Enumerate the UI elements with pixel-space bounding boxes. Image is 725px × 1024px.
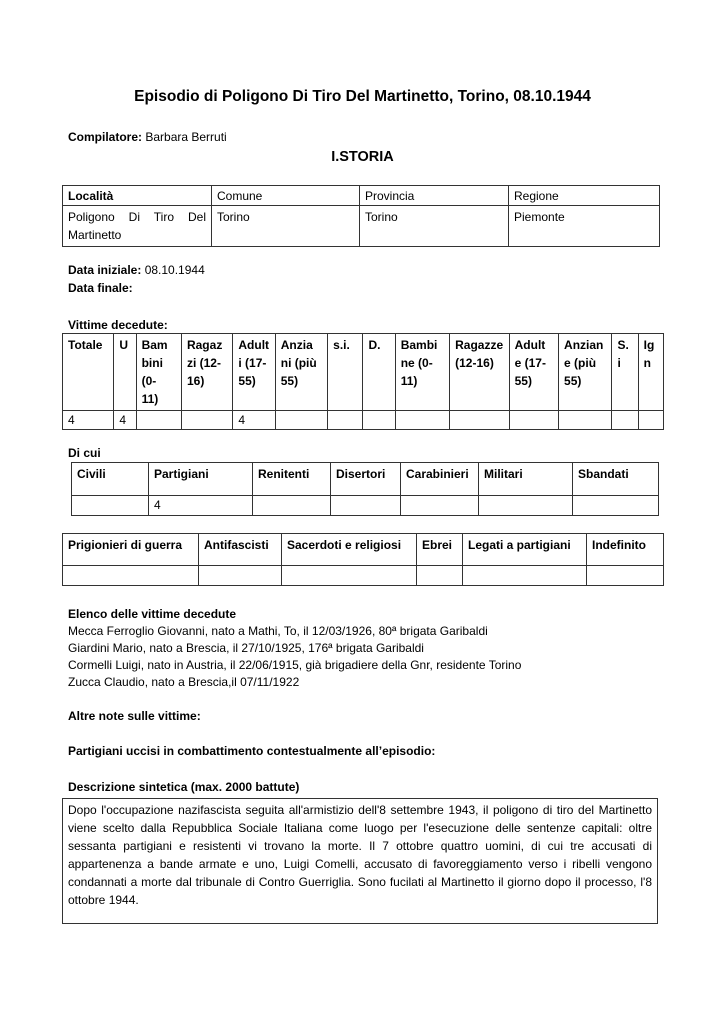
altre-note-label: Altre note sulle vittime: [68,709,201,723]
cell-regione: Piemonte [509,206,660,247]
victims-value-si [328,411,363,430]
victims-header-u: U [114,334,136,411]
di-cui-header-sbandati: Sbandati [573,463,659,496]
header-localita: Località [63,186,212,206]
data-iniziale-value: 08.10.1944 [141,263,205,277]
victims-value-ragazze [450,411,509,430]
di-cui-value-sbandati [573,496,659,516]
victims-header-totale: Totale [63,334,114,411]
victim-entry: Cormelli Luigi, nato in Austria, il 22/06/1915, già brigadiere della Gnr, residente Torino [68,658,522,672]
section-heading: I.STORIA [331,149,394,165]
di-cui-header-civili: Civili [72,463,149,496]
others-value-sacerdoti [282,566,417,586]
victims-header-ragazzi: Ragaz zi (12- 16) [181,334,232,411]
compilatore [68,130,227,144]
others-value-indefinito [587,566,664,586]
victim-entry: Mecca Ferroglio Giovanni, nato a Mathi, To, il 12/03/1926, 80ª brigata Garibaldi [68,624,488,638]
di-cui-value-civili [72,496,149,516]
data-iniziale-label: Data iniziale: [68,263,142,277]
victims-header-bambini: Bam bini (0- 11) [136,334,181,411]
others-value-antifascisti [199,566,282,586]
victim-entry: Zucca Claudio, nato a Brescia,il 07/11/1922 [68,675,300,689]
di-cui-header-renitenti: Renitenti [253,463,331,496]
di-cui-value-disertori [331,496,401,516]
victims-header-adulti: Adult i (17- 55) [233,334,275,411]
victim-entry: Giardini Mario, nato a Brescia, il 27/10/1925, 176ª brigata Garibaldi [68,641,424,655]
others-header-ebrei: Ebrei [417,534,463,566]
localita-line-2: Martinetto [68,228,122,242]
victims-header-si: s.i. [328,334,363,411]
victims-value-adulti: 4 [233,411,275,430]
victims-value-totale: 4 [63,411,114,430]
victims-value-bambine [395,411,449,430]
header-regione: Regione [509,186,660,206]
vittime-label: Vittime decedute: [68,318,168,332]
partigiani-uccisi-label: Partigiani uccisi in combattimento contestualmente all’episodio: [68,744,436,758]
localita-line-1: Poligono Di Tiro Del [68,210,206,224]
di-cui-table [71,462,659,516]
others-header-legati: Legati a partigiani [463,534,587,566]
victims-value-anziane [559,411,612,430]
victims-value-u: 4 [114,411,136,430]
victims-value-ragazzi [181,411,232,430]
victims-table [62,333,664,430]
location-table [62,185,660,247]
descrizione-label: Descrizione sintetica (max. 2000 battute) [68,780,300,794]
others-header-prigionieri: Prigionieri di guerra [63,534,199,566]
others-header-antifascisti: Antifascisti [199,534,282,566]
elenco-section [68,606,521,691]
di-cui-value-militari [479,496,573,516]
di-cui-header-carabinieri: Carabinieri [401,463,479,496]
victims-header-d: D. [363,334,395,411]
cell-localita [63,206,212,247]
compilatore-label: Compilatore: [68,130,143,144]
others-value-legati [463,566,587,586]
cell-provincia: Torino [360,206,509,247]
header-provincia: Provincia [360,186,509,206]
descrizione-text: Dopo l'occupazione nazifascista seguita all'armistizio dell'8 settembre 1943, il poligono di tiro del Martinetto viene scelto dalla Repubblica Sociale Italiana come luogo per l'esecuzione delle sentenze capitali: oltre sessanta partigiani e resistenti vi trovano la morte. Il 7 ottobre quattro uomini, di cui tre accusati di appartenenza a bande armate e uno, Luigi Comelli, accusato di favoreggiamento verso i ribelli vengono condannati a morte dal tribunale di Contro Guerriglia. Sono fucilati al Martinetto il giorno dopo il processo, l'8 ottobre 1944. [62,798,658,924]
others-value-prigionieri [63,566,199,586]
others-value-ebrei [417,566,463,586]
victims-value-bambini [136,411,181,430]
victims-value-ign [638,411,663,430]
di-cui-value-renitenti [253,496,331,516]
others-table [62,533,664,586]
compilatore-value: Barbara Berruti [142,130,227,144]
di-cui-header-partigiani: Partigiani [149,463,253,496]
others-header-sacerdoti: Sacerdoti e religiosi [282,534,417,566]
victims-header-bambine: Bambi ne (0- 11) [395,334,449,411]
victims-header-anziani: Anzia ni (più 55) [275,334,327,411]
page-title: Episodio di Poligono Di Tiro Del Martinetto, Torino, 08.10.1944 [134,88,591,105]
victims-header-ragazze: Ragazze (12-16) [450,334,509,411]
di-cui-header-disertori: Disertori [331,463,401,496]
di-cui-header-militari: Militari [479,463,573,496]
victims-header-anziane: Anzian e (più 55) [559,334,612,411]
victims-value-adulte [509,411,558,430]
data-finale-label: Data finale: [68,281,133,295]
victims-header-si-f: S. i [612,334,638,411]
others-header-indefinito: Indefinito [587,534,664,566]
victims-value-si-f [612,411,638,430]
cell-comune: Torino [212,206,360,247]
victims-value-d [363,411,395,430]
di-cui-value-partigiani: 4 [149,496,253,516]
elenco-label: Elenco delle vittime decedute [68,607,237,621]
data-iniziale [68,262,205,279]
victims-header-adulte: Adult e (17- 55) [509,334,558,411]
header-comune: Comune [212,186,360,206]
di-cui-label: Di cui [68,446,101,460]
di-cui-value-carabinieri [401,496,479,516]
victims-value-anziani [275,411,327,430]
victims-header-ign: Ig n [638,334,663,411]
